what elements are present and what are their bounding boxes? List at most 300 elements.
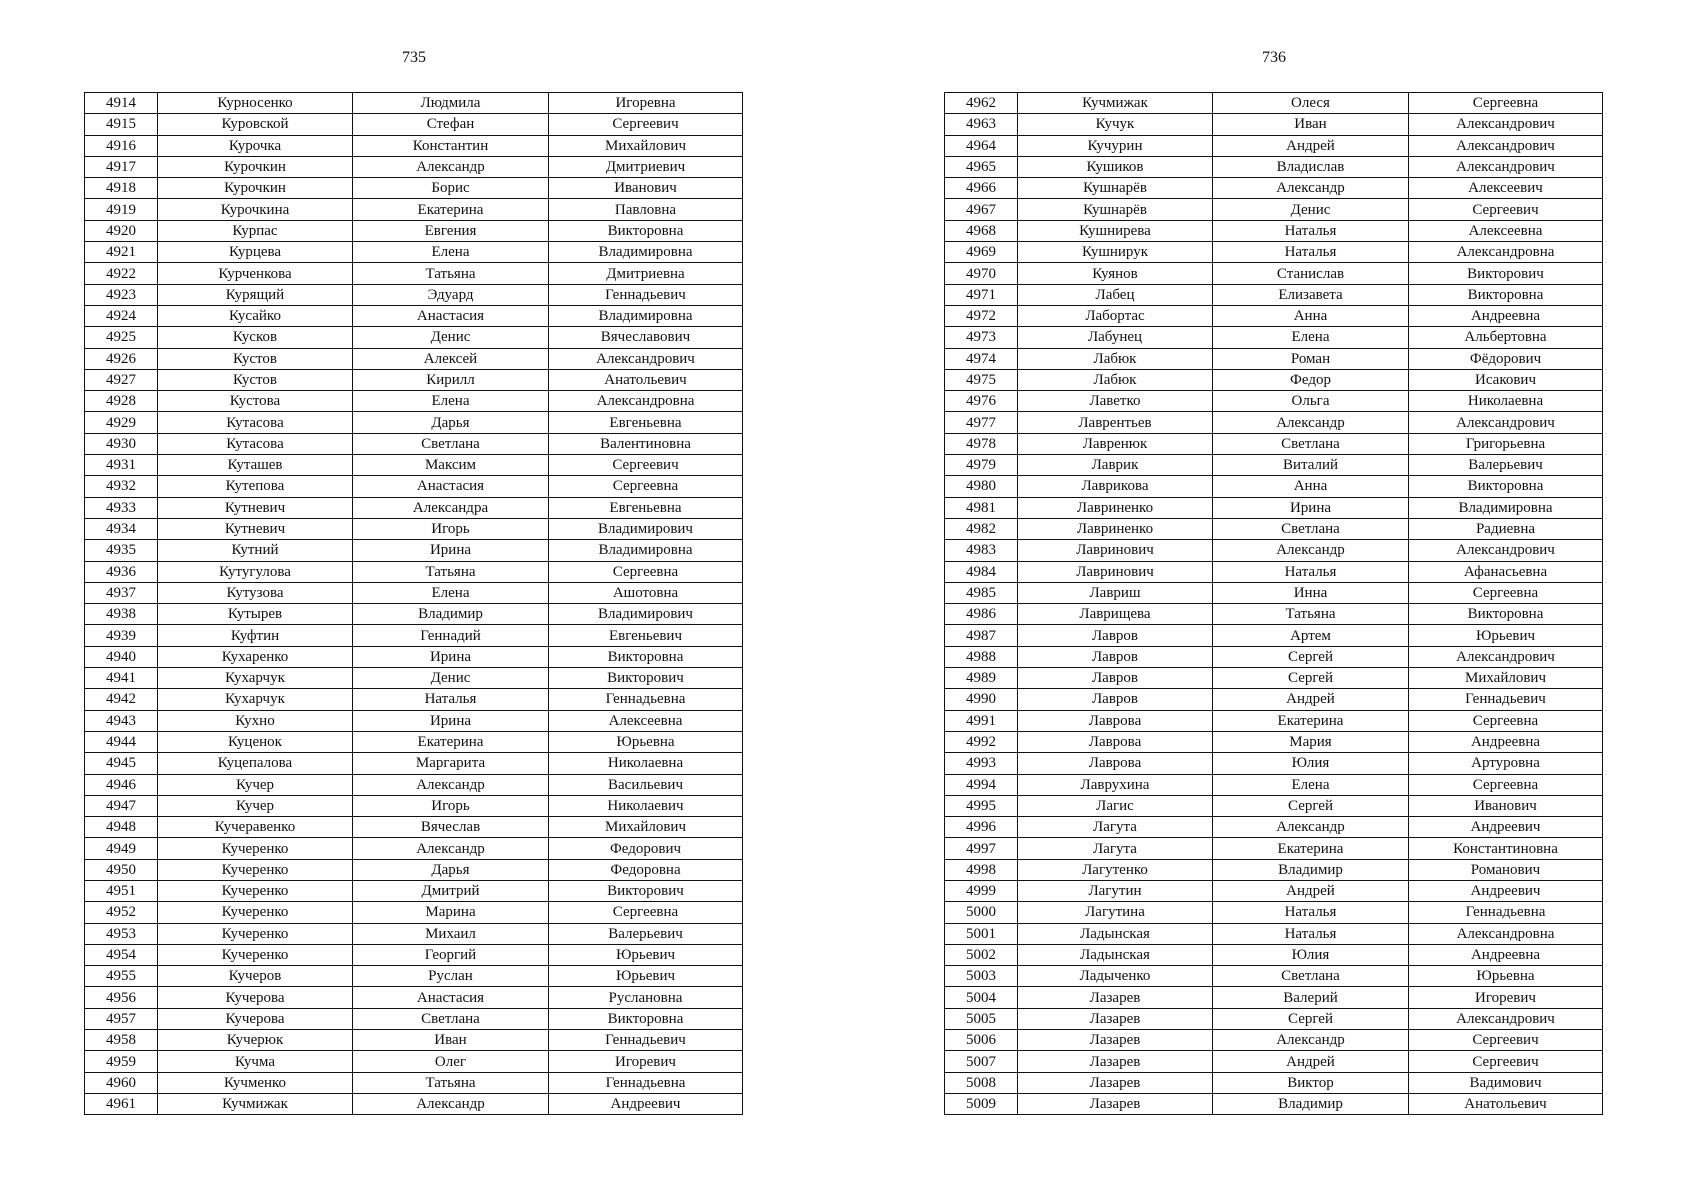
surname-cell: Кутепова (158, 476, 353, 497)
entry-number: 4938 (85, 604, 158, 625)
entry-number: 4945 (85, 753, 158, 774)
entry-number: 4961 (85, 1093, 158, 1114)
entry-number: 4952 (85, 902, 158, 923)
patronymic-cell: Игоревич (1409, 987, 1603, 1008)
entry-number: 4922 (85, 263, 158, 284)
entry-number: 5007 (945, 1051, 1018, 1072)
table-row (945, 476, 1603, 497)
table-row (85, 305, 743, 326)
patronymic-cell: Андреевич (549, 1093, 743, 1114)
first-name-cell: Анастасия (353, 305, 549, 326)
table-row (85, 199, 743, 220)
table-row (85, 242, 743, 263)
table-row (85, 455, 743, 476)
patronymic-cell: Вадимович (1409, 1072, 1603, 1093)
register-table-left (84, 92, 743, 1115)
table-row (85, 391, 743, 412)
first-name-cell: Владимир (1213, 859, 1409, 880)
patronymic-cell: Юрьевна (549, 731, 743, 752)
first-name-cell: Стефан (353, 114, 549, 135)
surname-cell: Кухаренко (158, 646, 353, 667)
surname-cell: Кучерова (158, 987, 353, 1008)
surname-cell: Кушнирук (1018, 242, 1213, 263)
entry-number: 4965 (945, 156, 1018, 177)
table-row (945, 604, 1603, 625)
patronymic-cell: Евгеньевна (549, 412, 743, 433)
patronymic-cell: Федоровна (549, 859, 743, 880)
entry-number: 4976 (945, 391, 1018, 412)
surname-cell: Кусайко (158, 305, 353, 326)
entry-number: 4979 (945, 455, 1018, 476)
first-name-cell: Дарья (353, 412, 549, 433)
surname-cell: Кучерюк (158, 1030, 353, 1051)
entry-number: 5002 (945, 944, 1018, 965)
entry-number: 4944 (85, 731, 158, 752)
page-number-left: 735 (402, 49, 426, 66)
table-row (85, 795, 743, 816)
table-row (945, 433, 1603, 454)
patronymic-cell: Геннадьевна (549, 1072, 743, 1093)
patronymic-cell: Геннадьевич (549, 284, 743, 305)
first-name-cell: Дмитрий (353, 880, 549, 901)
first-name-cell: Ирина (353, 710, 549, 731)
entry-number: 4959 (85, 1051, 158, 1072)
first-name-cell: Иван (1213, 114, 1409, 135)
first-name-cell: Сергей (1213, 1008, 1409, 1029)
patronymic-cell: Сергеевич (1409, 199, 1603, 220)
entry-number: 4960 (85, 1072, 158, 1093)
patronymic-cell: Викторович (549, 668, 743, 689)
patronymic-cell: Александрович (549, 348, 743, 369)
surname-cell: Кутасова (158, 433, 353, 454)
first-name-cell: Марина (353, 902, 549, 923)
entry-number: 4982 (945, 518, 1018, 539)
surname-cell: Лагутин (1018, 880, 1213, 901)
entry-number: 4964 (945, 135, 1018, 156)
entry-number: 4934 (85, 518, 158, 539)
surname-cell: Лаврикова (1018, 476, 1213, 497)
patronymic-cell: Юрьевна (1409, 966, 1603, 987)
first-name-cell: Екатерина (353, 199, 549, 220)
first-name-cell: Наталья (1213, 220, 1409, 241)
entry-number: 4929 (85, 412, 158, 433)
surname-cell: Кучеренко (158, 923, 353, 944)
patronymic-cell: Валентиновна (549, 433, 743, 454)
first-name-cell: Юлия (1213, 944, 1409, 965)
entry-number: 4998 (945, 859, 1018, 880)
patronymic-cell: Александрович (1409, 135, 1603, 156)
entry-number: 4989 (945, 668, 1018, 689)
patronymic-cell: Владимирович (549, 604, 743, 625)
table-row (945, 369, 1603, 390)
entry-number: 4995 (945, 795, 1018, 816)
first-name-cell: Александр (1213, 540, 1409, 561)
first-name-cell: Александра (353, 497, 549, 518)
entry-number: 4948 (85, 817, 158, 838)
table-row (85, 880, 743, 901)
table-row (85, 710, 743, 731)
first-name-cell: Сергей (1213, 795, 1409, 816)
surname-cell: Кушнарёв (1018, 178, 1213, 199)
table-row (85, 433, 743, 454)
surname-cell: Лабунец (1018, 327, 1213, 348)
entry-number: 4937 (85, 582, 158, 603)
patronymic-cell: Дмитриевич (549, 156, 743, 177)
first-name-cell: Светлана (353, 1008, 549, 1029)
surname-cell: Кучеренко (158, 838, 353, 859)
surname-cell: Курочкин (158, 178, 353, 199)
first-name-cell: Наталья (1213, 902, 1409, 923)
table-row (945, 731, 1603, 752)
patronymic-cell: Александрович (1409, 114, 1603, 135)
table-row (945, 518, 1603, 539)
first-name-cell: Татьяна (353, 263, 549, 284)
table-row (85, 604, 743, 625)
surname-cell: Лавринович (1018, 561, 1213, 582)
entry-number: 4953 (85, 923, 158, 944)
table-row (85, 944, 743, 965)
surname-cell: Лавринович (1018, 540, 1213, 561)
table-row (85, 731, 743, 752)
patronymic-cell: Владимировна (549, 305, 743, 326)
first-name-cell: Федор (1213, 369, 1409, 390)
surname-cell: Лавриненко (1018, 518, 1213, 539)
entry-number: 4947 (85, 795, 158, 816)
surname-cell: Кутырев (158, 604, 353, 625)
patronymic-cell: Николаевна (1409, 391, 1603, 412)
table-row (945, 646, 1603, 667)
surname-cell: Кушнарёв (1018, 199, 1213, 220)
entry-number: 4980 (945, 476, 1018, 497)
patronymic-cell: Владимировна (549, 242, 743, 263)
table-row (85, 668, 743, 689)
surname-cell: Кутний (158, 540, 353, 561)
left-page (84, 0, 744, 1200)
table-row (945, 966, 1603, 987)
entry-number: 4956 (85, 987, 158, 1008)
patronymic-cell: Юрьевич (549, 966, 743, 987)
register-rows-left (85, 93, 743, 1115)
first-name-cell: Елена (353, 391, 549, 412)
surname-cell: Кушиков (1018, 156, 1213, 177)
table-row (945, 838, 1603, 859)
patronymic-cell: Юрьевич (1409, 625, 1603, 646)
table-row (85, 93, 743, 114)
table-row (945, 455, 1603, 476)
surname-cell: Лавров (1018, 689, 1213, 710)
patronymic-cell: Александрович (1409, 1008, 1603, 1029)
first-name-cell: Екатерина (353, 731, 549, 752)
patronymic-cell: Иванович (549, 178, 743, 199)
patronymic-cell: Сергеевич (1409, 1051, 1603, 1072)
surname-cell: Лаврик (1018, 455, 1213, 476)
table-row (85, 582, 743, 603)
first-name-cell: Анна (1213, 476, 1409, 497)
surname-cell: Кутневич (158, 497, 353, 518)
patronymic-cell: Алексеевна (1409, 220, 1603, 241)
table-row (945, 1030, 1603, 1051)
table-row (945, 284, 1603, 305)
table-row (85, 753, 743, 774)
first-name-cell: Александр (353, 156, 549, 177)
surname-cell: Кутасова (158, 412, 353, 433)
table-row (945, 795, 1603, 816)
table-row (945, 668, 1603, 689)
entry-number: 5006 (945, 1030, 1018, 1051)
entry-number: 4984 (945, 561, 1018, 582)
table-row (945, 348, 1603, 369)
entry-number: 4992 (945, 731, 1018, 752)
surname-cell: Кучерова (158, 1008, 353, 1029)
first-name-cell: Руслан (353, 966, 549, 987)
patronymic-cell: Сергеевич (549, 114, 743, 135)
first-name-cell: Наталья (1213, 561, 1409, 582)
table-row (85, 178, 743, 199)
entry-number: 4940 (85, 646, 158, 667)
entry-number: 4931 (85, 455, 158, 476)
entry-number: 4918 (85, 178, 158, 199)
surname-cell: Ладынская (1018, 923, 1213, 944)
patronymic-cell: Николаевна (549, 753, 743, 774)
patronymic-cell: Александровна (1409, 923, 1603, 944)
first-name-cell: Андрей (1213, 135, 1409, 156)
table-row (945, 944, 1603, 965)
first-name-cell: Наталья (1213, 923, 1409, 944)
patronymic-cell: Константиновна (1409, 838, 1603, 859)
first-name-cell: Георгий (353, 944, 549, 965)
table-row (85, 966, 743, 987)
first-name-cell: Татьяна (1213, 604, 1409, 625)
first-name-cell: Геннадий (353, 625, 549, 646)
table-row (85, 838, 743, 859)
first-name-cell: Виктор (1213, 1072, 1409, 1093)
table-row (85, 412, 743, 433)
entry-number: 4962 (945, 93, 1018, 114)
surname-cell: Лаврухина (1018, 774, 1213, 795)
page-number-right: 736 (1262, 49, 1286, 66)
table-row (945, 242, 1603, 263)
entry-number: 4993 (945, 753, 1018, 774)
entry-number: 4977 (945, 412, 1018, 433)
first-name-cell: Елизавета (1213, 284, 1409, 305)
entry-number: 4996 (945, 817, 1018, 838)
patronymic-cell: Александровна (549, 391, 743, 412)
patronymic-cell: Викторовна (549, 1008, 743, 1029)
entry-number: 4958 (85, 1030, 158, 1051)
first-name-cell: Олеся (1213, 93, 1409, 114)
table-row (85, 774, 743, 795)
surname-cell: Куцепалова (158, 753, 353, 774)
surname-cell: Лазарев (1018, 1030, 1213, 1051)
table-row (945, 859, 1603, 880)
patronymic-cell: Михайлович (1409, 668, 1603, 689)
table-row (945, 1051, 1603, 1072)
patronymic-cell: Андреевна (1409, 944, 1603, 965)
entry-number: 4933 (85, 497, 158, 518)
entry-number: 4972 (945, 305, 1018, 326)
surname-cell: Курочкин (158, 156, 353, 177)
entry-number: 4983 (945, 540, 1018, 561)
first-name-cell: Артем (1213, 625, 1409, 646)
patronymic-cell: Викторовна (1409, 284, 1603, 305)
surname-cell: Лавриш (1018, 582, 1213, 603)
table-row (945, 497, 1603, 518)
first-name-cell: Светлана (353, 433, 549, 454)
patronymic-cell: Михайлович (549, 817, 743, 838)
entry-number: 4985 (945, 582, 1018, 603)
surname-cell: Лагутенко (1018, 859, 1213, 880)
surname-cell: Кухно (158, 710, 353, 731)
first-name-cell: Андрей (1213, 880, 1409, 901)
table-row (945, 1072, 1603, 1093)
first-name-cell: Александр (1213, 178, 1409, 199)
surname-cell: Кушнирева (1018, 220, 1213, 241)
table-row (85, 114, 743, 135)
surname-cell: Кусков (158, 327, 353, 348)
table-row (85, 646, 743, 667)
first-name-cell: Ирина (353, 646, 549, 667)
surname-cell: Куташев (158, 455, 353, 476)
entry-number: 4981 (945, 497, 1018, 518)
first-name-cell: Елена (1213, 774, 1409, 795)
surname-cell: Лагута (1018, 838, 1213, 859)
patronymic-cell: Андреевна (1409, 731, 1603, 752)
surname-cell: Ладынская (1018, 944, 1213, 965)
patronymic-cell: Сергеевна (549, 476, 743, 497)
entry-number: 4914 (85, 93, 158, 114)
first-name-cell: Борис (353, 178, 549, 199)
surname-cell: Кучук (1018, 114, 1213, 135)
first-name-cell: Денис (1213, 199, 1409, 220)
entry-number: 4967 (945, 199, 1018, 220)
patronymic-cell: Игоревна (549, 93, 743, 114)
surname-cell: Лазарев (1018, 987, 1213, 1008)
surname-cell: Лабюк (1018, 369, 1213, 390)
table-row (945, 582, 1603, 603)
first-name-cell: Наталья (353, 689, 549, 710)
first-name-cell: Александр (1213, 817, 1409, 838)
first-name-cell: Светлана (1213, 518, 1409, 539)
surname-cell: Лаветко (1018, 391, 1213, 412)
table-row (85, 497, 743, 518)
table-row (85, 327, 743, 348)
table-row (945, 540, 1603, 561)
table-row (85, 987, 743, 1008)
first-name-cell: Дарья (353, 859, 549, 880)
patronymic-cell: Николаевич (549, 795, 743, 816)
entry-number: 4923 (85, 284, 158, 305)
surname-cell: Кустов (158, 369, 353, 390)
surname-cell: Кучер (158, 774, 353, 795)
table-row (945, 880, 1603, 901)
table-row (945, 178, 1603, 199)
entry-number: 4915 (85, 114, 158, 135)
surname-cell: Лаврова (1018, 753, 1213, 774)
patronymic-cell: Владимирович (549, 518, 743, 539)
patronymic-cell: Сергеевна (1409, 93, 1603, 114)
patronymic-cell: Викторович (549, 880, 743, 901)
surname-cell: Лавриненко (1018, 497, 1213, 518)
table-row (945, 774, 1603, 795)
entry-number: 4987 (945, 625, 1018, 646)
surname-cell: Куценок (158, 731, 353, 752)
entry-number: 5008 (945, 1072, 1018, 1093)
entry-number: 4917 (85, 156, 158, 177)
table-row (945, 263, 1603, 284)
first-name-cell: Сергей (1213, 668, 1409, 689)
table-row (85, 156, 743, 177)
entry-number: 4973 (945, 327, 1018, 348)
patronymic-cell: Геннадьевич (549, 1030, 743, 1051)
first-name-cell: Максим (353, 455, 549, 476)
first-name-cell: Андрей (1213, 689, 1409, 710)
first-name-cell: Андрей (1213, 1051, 1409, 1072)
first-name-cell: Роман (1213, 348, 1409, 369)
patronymic-cell: Фёдорович (1409, 348, 1603, 369)
patronymic-cell: Иванович (1409, 795, 1603, 816)
patronymic-cell: Юрьевич (549, 944, 743, 965)
surname-cell: Лавров (1018, 668, 1213, 689)
first-name-cell: Екатерина (1213, 838, 1409, 859)
surname-cell: Кутневич (158, 518, 353, 539)
surname-cell: Лазарев (1018, 1008, 1213, 1029)
surname-cell: Кучма (158, 1051, 353, 1072)
entry-number: 4968 (945, 220, 1018, 241)
patronymic-cell: Александрович (1409, 156, 1603, 177)
entry-number: 5009 (945, 1093, 1018, 1114)
patronymic-cell: Викторовна (549, 220, 743, 241)
patronymic-cell: Сергеевна (1409, 774, 1603, 795)
patronymic-cell: Васильевич (549, 774, 743, 795)
entry-number: 4919 (85, 199, 158, 220)
table-row (85, 689, 743, 710)
patronymic-cell: Александрович (1409, 412, 1603, 433)
table-row (945, 1093, 1603, 1114)
first-name-cell: Кирилл (353, 369, 549, 390)
entry-number: 4986 (945, 604, 1018, 625)
patronymic-cell: Геннадьевич (1409, 689, 1603, 710)
surname-cell: Лазарев (1018, 1093, 1213, 1114)
table-row (945, 689, 1603, 710)
first-name-cell: Вячеслав (353, 817, 549, 838)
first-name-cell: Александр (353, 774, 549, 795)
surname-cell: Лаврова (1018, 710, 1213, 731)
patronymic-cell: Викторовна (1409, 604, 1603, 625)
patronymic-cell: Вячеславович (549, 327, 743, 348)
entry-number: 4926 (85, 348, 158, 369)
first-name-cell: Виталий (1213, 455, 1409, 476)
surname-cell: Кучеравенко (158, 817, 353, 838)
surname-cell: Лавренюк (1018, 433, 1213, 454)
surname-cell: Куфтин (158, 625, 353, 646)
table-row (85, 1093, 743, 1114)
first-name-cell: Анастасия (353, 987, 549, 1008)
table-row (945, 220, 1603, 241)
entry-number: 4990 (945, 689, 1018, 710)
first-name-cell: Олег (353, 1051, 549, 1072)
surname-cell: Кучеренко (158, 902, 353, 923)
table-row (85, 817, 743, 838)
first-name-cell: Игорь (353, 795, 549, 816)
first-name-cell: Александр (353, 1093, 549, 1114)
surname-cell: Кустов (158, 348, 353, 369)
table-row (945, 710, 1603, 731)
entry-number: 4925 (85, 327, 158, 348)
first-name-cell: Александр (1213, 1030, 1409, 1051)
table-row (85, 348, 743, 369)
patronymic-cell: Федорович (549, 838, 743, 859)
entry-number: 4951 (85, 880, 158, 901)
